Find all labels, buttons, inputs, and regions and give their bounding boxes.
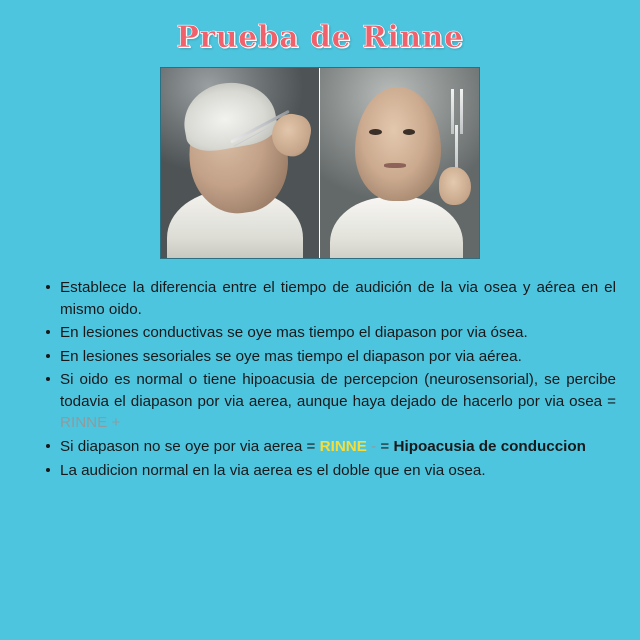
photo-right-eye-left: [369, 129, 382, 135]
bullet-text: En lesiones sesoriales se oye mas tiempo el diapason por via aérea.: [60, 347, 522, 365]
page-title: Prueba de Rinne: [176, 20, 464, 55]
list-item: [46, 369, 616, 434]
list-item: [46, 346, 616, 368]
photo-right-eye-right: [403, 129, 416, 135]
bullet-list: [30, 277, 616, 481]
equals-sign: =: [380, 438, 394, 456]
bullet-text: Establece la diferencia entre el tiempo de audición de la via osea y aérea en el mismo oido.: [60, 279, 616, 318]
bullet-text: La audicion normal en la via aerea es el doble que en via osea.: [60, 461, 486, 479]
image-pair: [160, 67, 480, 259]
hipoacusia-conduccion-label: Hipoacusia de conduccion: [393, 438, 586, 456]
tuning-fork-prong-1-icon: [451, 89, 454, 135]
bullet-text: Si diapason no se oye por via aerea =: [60, 438, 320, 456]
rinne-positive-label: RINNE +: [60, 414, 121, 432]
list-item: [46, 322, 616, 344]
photo-right-rinne-air-conduction: [320, 68, 479, 258]
list-item: [46, 460, 616, 482]
photo-right-hand: [439, 167, 471, 205]
tuning-fork-prong-2-icon: [460, 89, 463, 135]
bullet-text: En lesiones conductivas se oye mas tiempo el diapason por via ósea.: [60, 324, 528, 342]
photo-left-rinne-bone-conduction: [161, 68, 320, 258]
photo-right-mouth: [384, 163, 406, 168]
list-item: [46, 436, 616, 458]
bullet-text: Si oido es normal o tiene hipoacusia de percepcion (neurosensorial), se percibe todavia el diapason por via aerea, aunque haya dejado de hacerlo por via osea =: [60, 371, 616, 410]
list-item: [46, 277, 616, 320]
rinne-negative-label: RINNE: [319, 438, 367, 456]
rinne-negative-sign: -: [366, 438, 381, 456]
